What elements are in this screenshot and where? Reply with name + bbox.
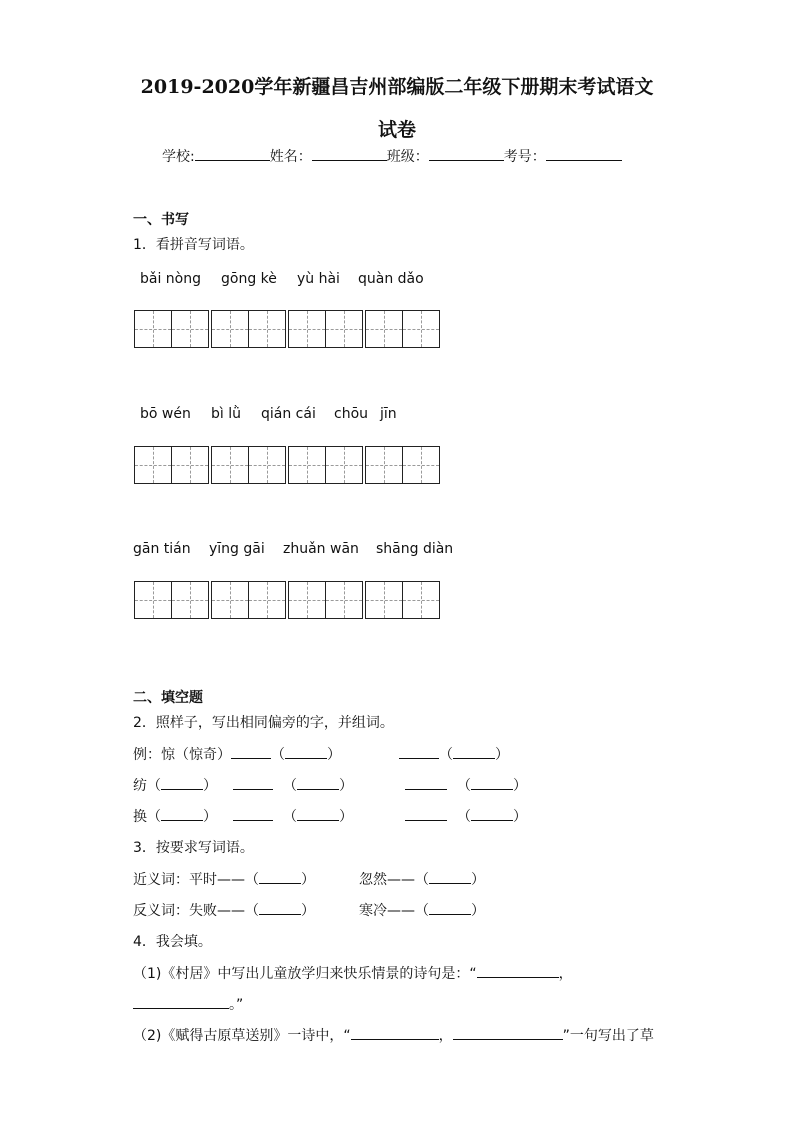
comma: ， (558, 966, 573, 982)
char-cell[interactable] (288, 446, 326, 484)
pinyin-yu-hai: yù hài (297, 271, 340, 287)
word-box[interactable] (365, 581, 439, 619)
exam-number-label: 考号： (503, 149, 546, 165)
char-cell[interactable] (402, 581, 440, 619)
char-cell[interactable] (402, 310, 440, 348)
word-box[interactable] (211, 310, 285, 348)
school-label: 学校: (162, 149, 195, 165)
example-label: 例：惊（惊奇） (133, 747, 231, 763)
fang-row: 纺（ ） （ ） (133, 775, 353, 795)
answer-blank[interactable] (429, 900, 471, 915)
word-box[interactable] (365, 310, 439, 348)
char-cell[interactable] (288, 581, 326, 619)
char-cell[interactable] (325, 581, 363, 619)
char-cell[interactable] (171, 581, 209, 619)
answer-blank[interactable] (429, 869, 471, 884)
answer-blank[interactable] (405, 775, 447, 790)
student-info-fields (162, 146, 622, 166)
antonym-row: 反义词：失败——（ ） (133, 900, 315, 920)
char-cell[interactable] (134, 446, 172, 484)
answer-blank[interactable] (259, 900, 301, 915)
word-box[interactable] (211, 581, 285, 619)
answer-blank[interactable] (259, 869, 301, 884)
pinyin-jin: jīn (380, 406, 397, 422)
question-3-prompt: 3．按要求写词语。 (133, 840, 254, 856)
char-cell[interactable] (211, 310, 249, 348)
exam-number-blank[interactable] (546, 146, 622, 161)
pinyin-ying-gai: yīng gāi (209, 541, 265, 557)
pinyin-zhuan-wan: zhuǎn wān (283, 541, 359, 557)
comma: ， (438, 1028, 453, 1044)
answer-blank[interactable] (471, 806, 513, 821)
word-box[interactable] (134, 581, 208, 619)
word-box[interactable] (288, 581, 362, 619)
answer-blank[interactable] (161, 806, 203, 821)
char-cell[interactable] (365, 310, 403, 348)
word-box[interactable] (134, 446, 208, 484)
char-cell[interactable] (365, 581, 403, 619)
word-box[interactable] (288, 310, 362, 348)
huan-row: 换（ ） （ ） (133, 806, 353, 826)
section-heading: 一、书写 (133, 212, 189, 228)
q4-item2 (133, 1025, 654, 1045)
pinyin-chou: chōu (334, 406, 369, 422)
fang-char: 纺 (133, 778, 147, 794)
page-title-line2: 试卷 (377, 119, 416, 141)
huan-char: 换 (133, 809, 147, 825)
synonym-row: 近义词：平时——（ ） (133, 869, 315, 889)
class-blank[interactable] (429, 146, 504, 161)
char-cell[interactable] (402, 446, 440, 484)
antonym-row-right: 寒冷——（ ） (359, 900, 485, 920)
char-cell[interactable] (211, 581, 249, 619)
char-cell[interactable] (211, 446, 249, 484)
char-cell[interactable] (248, 310, 286, 348)
char-cell[interactable] (325, 446, 363, 484)
synonym-label: 近义词：平时—— (133, 872, 245, 888)
answer-blank[interactable] (351, 1025, 439, 1040)
class-label: 班级： (386, 149, 429, 165)
page-title: 2019-2020学年新疆昌吉州部编版二年级下册期末考试语文 (140, 76, 654, 98)
example-row-right: （ ） (399, 744, 509, 764)
answer-blank[interactable] (477, 963, 559, 978)
writing-grid-row-3 (134, 581, 442, 619)
section-heading: 二、填空题 (133, 690, 203, 706)
period: 。” (229, 997, 244, 1013)
q4-item2-text: （2)《赋得古原草送别》一诗中，“ (133, 1028, 351, 1044)
answer-blank[interactable] (453, 1025, 563, 1040)
writing-grid-row-1 (134, 310, 442, 348)
char-cell[interactable] (134, 581, 172, 619)
q4-item1-cont (133, 994, 243, 1014)
char-cell[interactable] (171, 310, 209, 348)
synonym-word2: 忽然—— (359, 872, 415, 888)
word-box[interactable] (365, 446, 439, 484)
pinyin-gan-tian: gān tián (133, 541, 191, 557)
word-box[interactable] (211, 446, 285, 484)
char-cell[interactable] (365, 446, 403, 484)
writing-grid-row-2 (134, 446, 442, 484)
q4-item1-text: （1)《村居》中写出儿童放学归来快乐情景的诗句是：“ (133, 966, 477, 982)
answer-blank[interactable] (233, 775, 273, 790)
answer-blank[interactable] (285, 744, 327, 759)
char-cell[interactable] (248, 581, 286, 619)
fang-row-right: （ ） (405, 775, 527, 795)
pinyin-quan-dao: quàn dǎo (358, 271, 424, 287)
pinyin-gong-ke: gōng kè (221, 271, 277, 287)
answer-blank[interactable] (405, 806, 447, 821)
pinyin-shang-dian: shāng diàn (376, 541, 454, 557)
char-cell[interactable] (248, 446, 286, 484)
synonym-row-right: 忽然——（ ） (359, 869, 485, 889)
question-1-prompt: 1．看拼音写词语。 (133, 237, 254, 253)
q4-item1 (133, 963, 573, 983)
char-cell[interactable] (288, 310, 326, 348)
word-box[interactable] (134, 310, 208, 348)
answer-blank[interactable] (297, 806, 339, 821)
example-row: 例：惊（惊奇） （ ） (133, 744, 341, 764)
pinyin-bo-wen: bō wén (140, 406, 191, 422)
answer-blank[interactable] (233, 806, 273, 821)
pinyin-bai-nong: bǎi nòng (140, 271, 202, 287)
word-box[interactable] (288, 446, 362, 484)
char-cell[interactable] (325, 310, 363, 348)
question-2-prompt: 2．照样子，写出相同偏旁的字，并组词。 (133, 715, 394, 731)
answer-blank[interactable] (231, 744, 271, 759)
school-blank[interactable] (195, 146, 270, 161)
huan-row-right: （ ） (405, 806, 527, 826)
char-cell[interactable] (134, 310, 172, 348)
answer-blank[interactable] (453, 744, 495, 759)
answer-blank[interactable] (297, 775, 339, 790)
q4-item2-end: ”一句写出了草 (562, 1028, 654, 1044)
answer-blank[interactable] (161, 775, 203, 790)
antonym-label: 反义词：失败—— (133, 903, 245, 919)
char-cell[interactable] (171, 446, 209, 484)
question-4-prompt: 4．我会填。 (133, 934, 212, 950)
pinyin-qian-cai: qián cái (261, 406, 316, 422)
antonym-word2: 寒冷—— (359, 903, 415, 919)
answer-blank[interactable] (471, 775, 513, 790)
answer-blank[interactable] (399, 744, 439, 759)
answer-blank[interactable] (133, 994, 229, 1009)
name-label: 姓名： (269, 149, 312, 165)
pinyin-bi-lu: bì lǜ (211, 406, 241, 422)
name-blank[interactable] (312, 146, 387, 161)
